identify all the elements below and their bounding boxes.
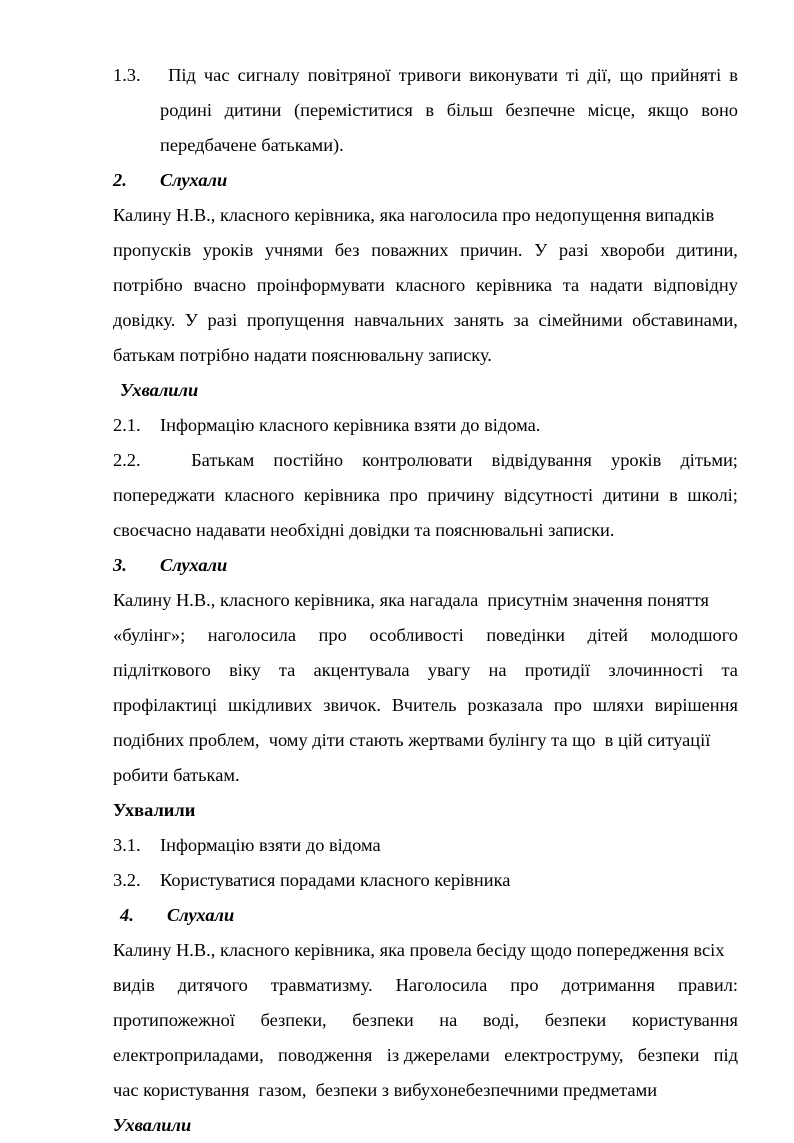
text-line: подібних проблем, чому діти стають жертвами булінгу та що в цій ситуації [113,730,711,750]
text-line: видів дитячого травматизму. Наголосила про дотримання правил: [113,975,738,995]
text-line: передбачене батьками). [160,135,344,155]
text-line: Калину Н.В., класного керівника, яка нагадала присутнім значення поняття [113,590,709,610]
text-line: батькам потрібно надати пояснювальну записку. [113,345,492,365]
heading-slukhaly-2 [113,163,738,198]
list-number: 3.1. [113,835,141,855]
list-text: Інформацію взяти до відома [160,835,381,855]
paragraph-3-1 [113,828,738,863]
heading-uhvalyly-3: Ухвалили [113,800,196,820]
list-number: 3.2. [113,870,141,890]
paragraph-2-1 [113,408,738,443]
list-text: Користуватися порадами класного керівника [160,870,511,890]
text-line: підліткового віку та акцентувала увагу на протидії злочинності та [113,660,738,680]
heading-uhvalyly-2: Ухвалили [120,380,199,400]
text-line: 1.3. Під час сигналу повітряної тривоги виконувати ті дії, що прийняті в [113,58,738,93]
paragraph-1-3 [113,58,738,163]
paragraph-3-2 [113,863,738,898]
text-line: пропусків уроків учнями без поважних причин. У разі хвороби дитини, [113,240,738,260]
paragraph-body-4 [113,933,738,1108]
text-line: потрібно вчасно проінформувати класного керівника та надати відповідну [113,275,738,295]
paragraph-body-2 [113,198,738,373]
list-number: 2.2. [113,450,141,470]
text-line: Калину Н.В., класного керівника, яка провела бесіду щодо попередження всіх [113,940,725,960]
document-body [113,58,738,1143]
list-number: 1.3. [113,65,141,85]
heading-slukhaly-3 [113,548,738,583]
text-line: родині дитини (переміститися в більш безпечне місце, якщо воно [160,100,738,120]
text-line: своєчасно надавати необхідні довідки та пояснювальні записки. [113,520,615,540]
text-line: профілактиці шкідливих звичок. Вчитель розказала про шляхи вирішення [113,695,738,715]
paragraph-2-2 [113,443,738,548]
text-line: електроприладами, поводження із джерелами електроструму, безпеки під [113,1045,738,1065]
paragraph-body-3 [113,583,738,793]
text-line: 2.2. Батькам постійно контролювати відвідування уроків дітьми; [113,443,738,478]
text-line: робити батькам. [113,765,240,785]
heading-label: Слухали [167,905,235,925]
heading-number: 2. [113,170,127,190]
heading-slukhaly-4 [113,898,738,933]
heading-label: Слухали [160,555,228,575]
heading-number: 3. [113,555,127,575]
text-line: попереджати класного керівника про причину відсутності дитини в школі; [113,485,738,505]
heading-number: 4. [120,905,134,925]
heading-uhvalyly-4: Ухвалили [113,1115,192,1135]
list-text: Інформацію класного керівника взяти до відома. [160,415,541,435]
text-line: Калину Н.В., класного керівника, яка наголосила про недопущення випадків [113,205,715,225]
text-line: протипожежної безпеки, безпеки на воді, безпеки користування [113,1010,738,1030]
text-line: час користування газом, безпеки з вибухонебезпечними предметами [113,1080,658,1100]
list-number: 2.1. [113,415,141,435]
text-line: «булінг»; наголосила про особливості поведінки дітей молодшого [113,625,738,645]
text-line: довідку. У разі пропущення навчальних занять за сімейними обставинами, [113,310,738,330]
heading-label: Слухали [160,170,228,190]
